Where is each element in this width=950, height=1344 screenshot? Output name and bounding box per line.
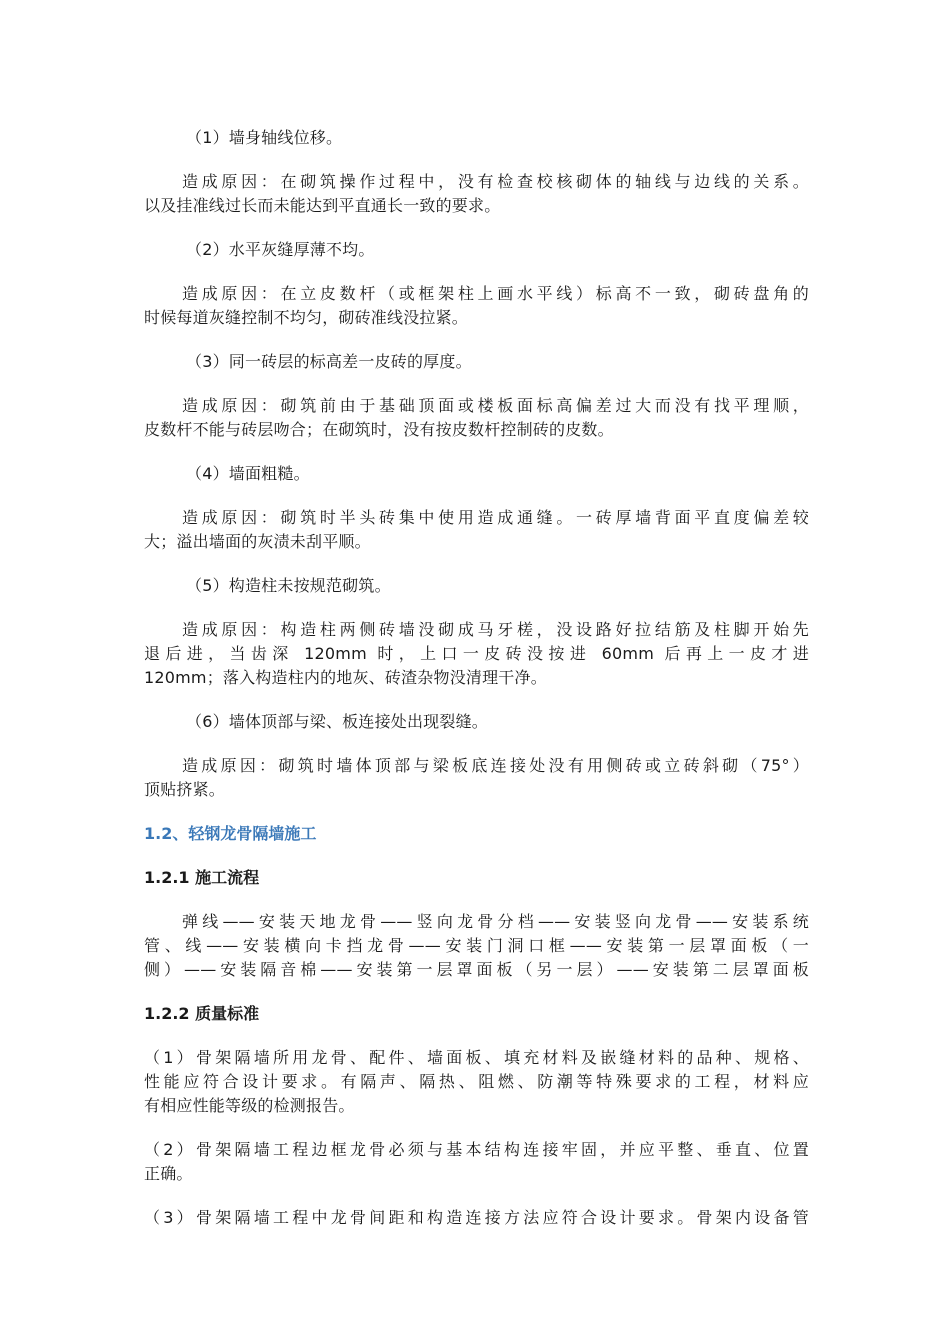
standard-line: 有相应性能等级的检测报告。	[144, 1096, 355, 1115]
item-cause-line: 大；溢出墙面的灰渍未刮平顺。	[144, 532, 371, 551]
process-line: 管、线——安装横向卡挡龙骨——安装门洞口框——安装第一层罩面板（一	[144, 936, 809, 955]
item-cause-line: 造成原因：砌筑前由于基础顶面或楼板面标高偏差过大而没有找平理顺，	[182, 396, 809, 415]
item-cause-line: 皮数杆不能与砖层吻合；在砌筑时，没有按皮数杆控制砖的皮数。	[144, 420, 614, 439]
item-heading: （3）同一砖层的标高差一皮砖的厚度。	[186, 352, 472, 371]
standard-line: （2）骨架隔墙工程边框龙骨必须与基本结构连接牢固，并应平整、垂直、位置	[144, 1140, 809, 1159]
item-heading: （4）墙面粗糙。	[186, 464, 310, 483]
item-heading: （6）墙体顶部与梁、板连接处出现裂缝。	[186, 712, 488, 731]
process-line: 弹线——安装天地龙骨——竖向龙骨分档——安装竖向龙骨——安装系统	[182, 912, 809, 931]
process-line: 侧）——安装隔音棉——安装第一层罩面板（另一层）——安装第二层罩面板	[144, 960, 809, 979]
item-cause-line: 造成原因：砌筑时墙体顶部与梁板底连接处没有用侧砖或立砖斜砌（75°）	[182, 756, 809, 775]
item-cause-line: 造成原因：构造柱两侧砖墙没砌成马牙槎，没设路好拉结筋及柱脚开始先	[182, 620, 809, 639]
item-cause-line: 顶贴挤紧。	[144, 780, 226, 799]
item-heading: （1）墙身轴线位移。	[186, 128, 343, 147]
standard-line: 性能应符合设计要求。有隔声、隔热、阻燃、防潮等特殊要求的工程，材料应	[144, 1072, 809, 1091]
standard-line: （1）骨架隔墙所用龙骨、配件、墙面板、填充材料及嵌缝材料的品种、规格、	[144, 1048, 809, 1067]
section-title: 1.2、轻钢龙骨隔墙施工	[144, 824, 317, 843]
item-cause-line: 造成原因：在砌筑操作过程中，没有检查校核砌体的轴线与边线的关系。	[182, 172, 809, 191]
item-cause-line: 120mm；落入构造柱内的地灰、砖渣杂物没清理干净。	[144, 668, 547, 687]
item-heading: （5）构造柱未按规范砌筑。	[186, 576, 391, 595]
item-cause-line: 时候每道灰缝控制不均匀，砌砖准线没拉紧。	[144, 308, 469, 327]
item-cause-line: 造成原因：在立皮数杆（或框架柱上画水平线）标高不一致，砌砖盘角的	[182, 284, 809, 303]
subsection-title: 1.2.1 施工流程	[144, 868, 260, 887]
item-cause-line: 造成原因：砌筑时半头砖集中使用造成通缝。一砖厚墙背面平直度偏差较	[182, 508, 809, 527]
item-cause-line: 退后进，当齿深 120mm 时，上口一皮砖没按进 60mm 后再上一皮才进	[144, 644, 809, 663]
item-cause-line: 以及挂准线过长而未能达到平直通长一致的要求。	[144, 196, 501, 215]
standard-line: 正确。	[144, 1164, 193, 1183]
standard-line: （3）骨架隔墙工程中龙骨间距和构造连接方法应符合设计要求。骨架内设备管	[144, 1208, 809, 1227]
item-heading: （2）水平灰缝厚薄不均。	[186, 240, 375, 259]
subsection-title: 1.2.2 质量标准	[144, 1004, 260, 1023]
